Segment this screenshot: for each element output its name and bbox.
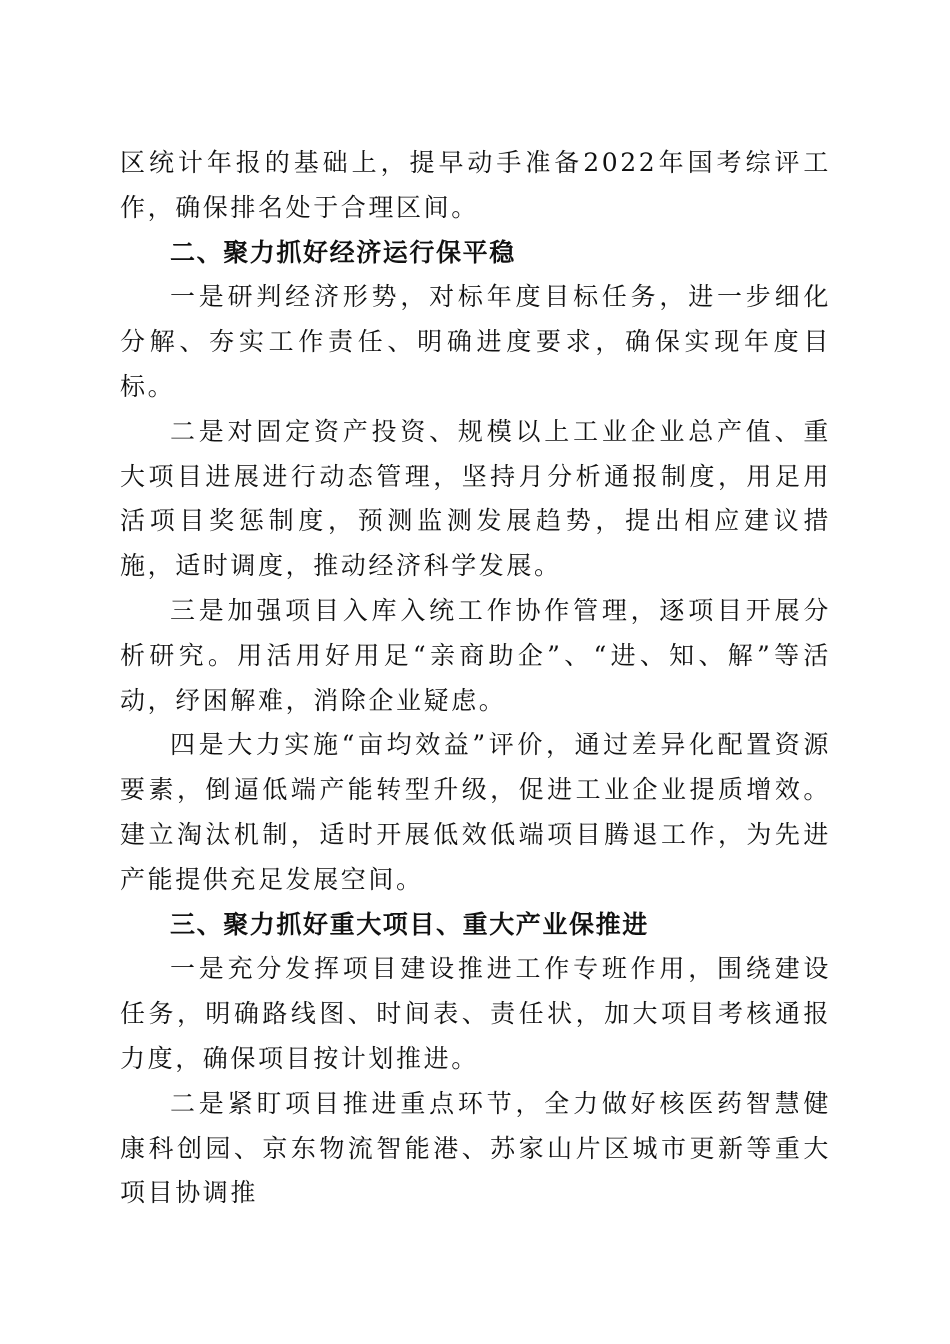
- paragraph-economy-1: 一是研判经济形势，对标年度目标任务，进一步细化分解、夯实工作责任、明确进度要求，确保实现年度目标。: [120, 282, 831, 401]
- section-heading-3: 三、聚力抓好重大项目、重大产业保推进: [170, 909, 649, 939]
- paragraph-economy-4: 四是大力实施“亩均效益”评价，通过差异化配置资源要素，倒逼低端产能转型升级，促进工业企业提质增效。建立淘汰机制，适时开展低效低端项目腾退工作，为先进产能提供充足发展空间。: [120, 730, 831, 894]
- document-body: [120, 141, 831, 1216]
- paragraph-projects-1: 一是充分发挥项目建设推进工作专班作用，围绕建设任务，明确路线图、时间表、责任状，加大项目考核通报力度，确保项目按计划推进。: [120, 954, 831, 1073]
- paragraph-economy-2: 二是对固定资产投资、规模以上工业企业总产值、重大项目进展进行动态管理，坚持月分析通报制度，用足用活项目奖惩制度，预测监测发展趋势，提出相应建议措施，适时调度，推动经济科学发展。: [120, 416, 831, 581]
- paragraph-continuation: 区统计年报的基础上，提早动手准备2022年国考综评工作，确保排名处于合理区间。: [120, 148, 831, 222]
- paragraph-projects-2: 二是紧盯项目推进重点环节，全力做好核医药智慧健康科创园、京东物流智能港、苏家山片区城市更新等重大项目协调推: [120, 1088, 831, 1208]
- section-heading-2: 二、聚力抓好经济运行保平稳: [170, 237, 516, 267]
- paragraph-economy-3: 三是加强项目入库入统工作协作管理，逐项目开展分析研究。用活用好用足“亲商助企”、“进、知、解”等活动，纾困解难，消除企业疑虑。: [120, 595, 831, 715]
